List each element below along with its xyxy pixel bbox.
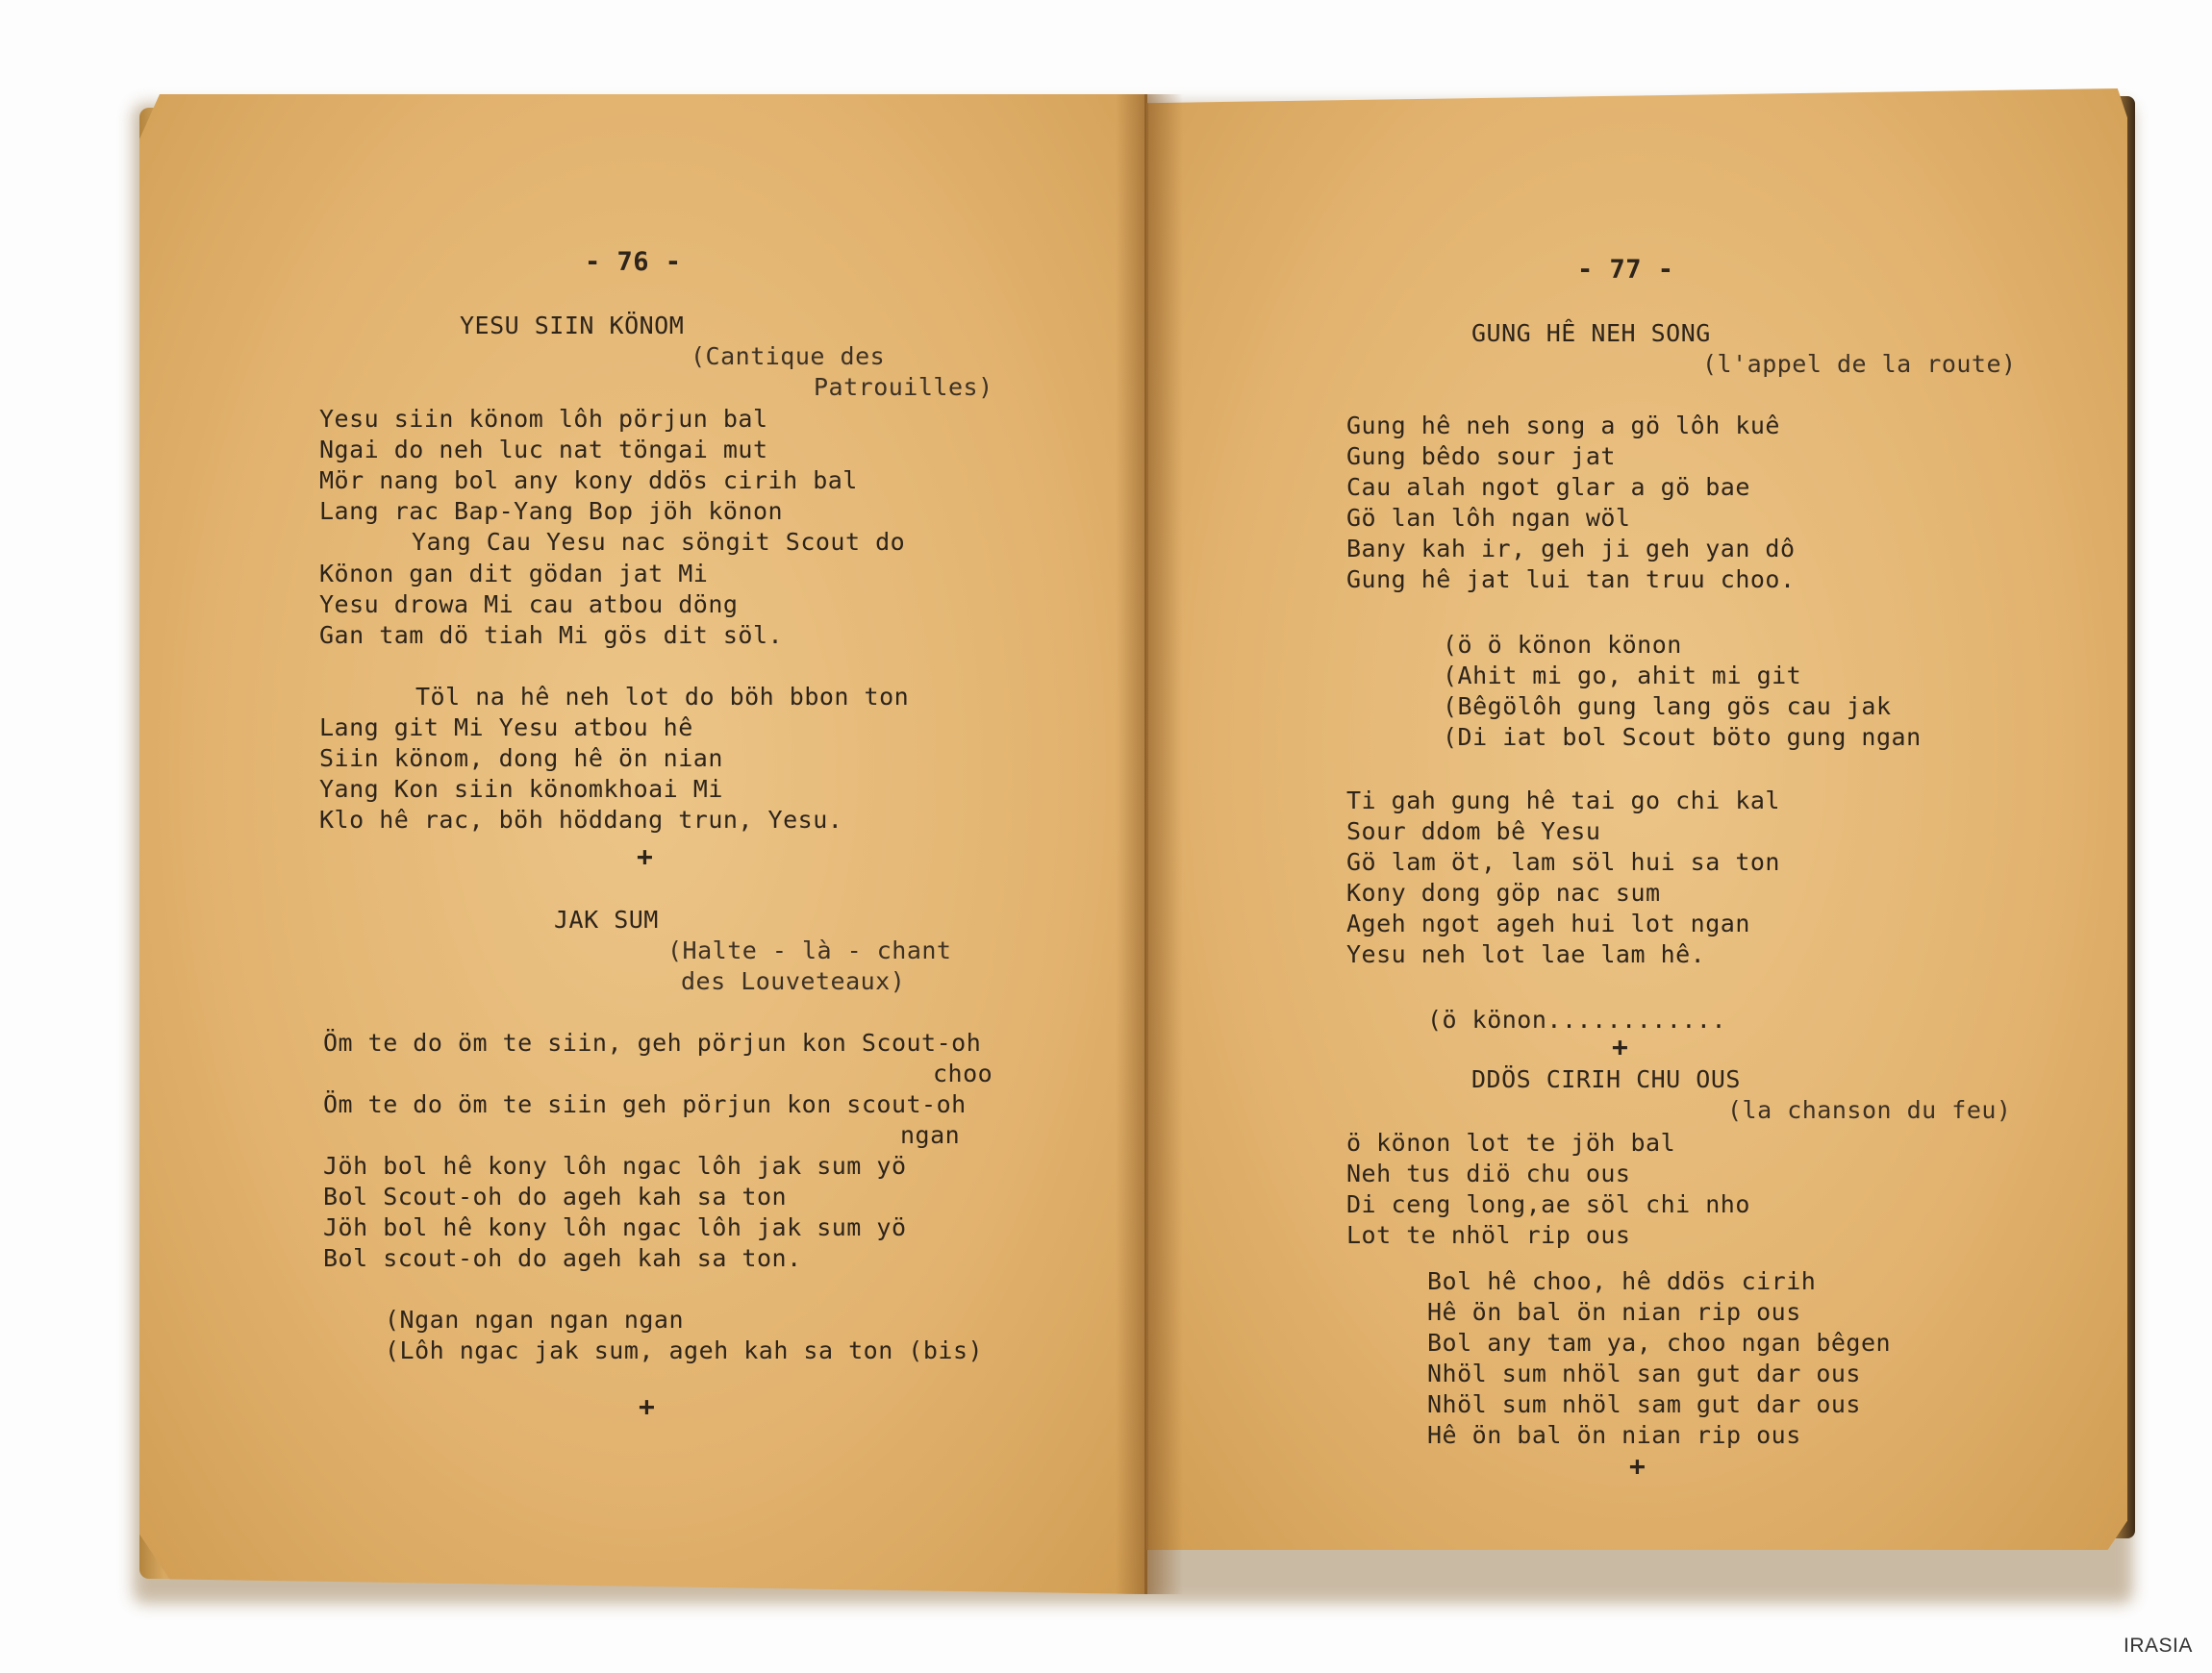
verse-line: Yang Cau Yesu nac söngit Scout do bbox=[412, 528, 906, 556]
verse-line: ö könon lot te jöh bal bbox=[1346, 1129, 1676, 1157]
verse-line: (Ahit mi go, ahit mi git bbox=[1443, 662, 1802, 689]
verse-line: Kony dong göp nac sum bbox=[1346, 879, 1661, 907]
verse-line: Hê ön bal ön nian rip ous bbox=[1427, 1298, 1801, 1326]
verse-line: Öm te do öm te siin, geh pörjun kon Scout-oh bbox=[323, 1029, 982, 1057]
verse-line: Nhöl sum nhöl san gut dar ous bbox=[1427, 1360, 1861, 1387]
song-title-jak-sum: JAK SUM bbox=[554, 906, 659, 934]
verse-line: Lot te nhöl rip ous bbox=[1346, 1221, 1631, 1249]
separator-plus: + bbox=[1629, 1450, 1646, 1482]
song-subtitle: (Halte - là - chant bbox=[667, 936, 952, 964]
song-subtitle: (Cantique des bbox=[691, 342, 886, 370]
page-number-77: - 77 - bbox=[1577, 255, 1674, 285]
verse-line: Lang git Mi Yesu atbou hê bbox=[319, 713, 693, 741]
song-subtitle: (la chanson du feu) bbox=[1727, 1096, 2012, 1124]
separator-plus: + bbox=[637, 840, 654, 872]
verse-line: Gung hê neh song a gö lôh kuê bbox=[1346, 412, 1780, 439]
watermark: IRASIA bbox=[2124, 1635, 2193, 1657]
verse-line: Ageh ngot ageh hui lot ngan bbox=[1346, 910, 1750, 937]
verse-line: Sour ddom bê Yesu bbox=[1346, 817, 1601, 845]
verse-line: Hê ön bal ön nian rip ous bbox=[1427, 1421, 1801, 1449]
verse-line: Bany kah ir, geh ji geh yan dô bbox=[1346, 535, 1796, 562]
verse-line: (Ngan ngan ngan ngan bbox=[385, 1306, 685, 1334]
verse-line: Jöh bol hê kony lôh ngac lôh jak sum yö bbox=[323, 1152, 907, 1180]
song-subtitle: Patrouilles) bbox=[814, 373, 993, 401]
verse-line: Töl na hê neh lot do böh bbon ton bbox=[415, 683, 910, 711]
song-subtitle: des Louveteaux) bbox=[681, 967, 906, 995]
verse-line: Gö lan lôh ngan wöl bbox=[1346, 504, 1631, 532]
verse-line: Könon gan dit gödan jat Mi bbox=[319, 560, 709, 587]
verse-line: Bol Scout-oh do ageh kah sa ton bbox=[323, 1183, 788, 1211]
verse-line: Yang Kon siin könomkhoai Mi bbox=[319, 775, 723, 803]
verse-line: Klo hê rac, böh höddang trun, Yesu. bbox=[319, 806, 843, 834]
separator-plus: + bbox=[639, 1390, 656, 1422]
verse-line: Mör nang bol any kony ddös cirih bal bbox=[319, 466, 858, 494]
verse-line: Bol scout-oh do ageh kah sa ton. bbox=[323, 1244, 802, 1272]
verse-line: Bol any tam ya, choo ngan bêgen bbox=[1427, 1329, 1892, 1357]
verse-line: Nhöl sum nhöl sam gut dar ous bbox=[1427, 1390, 1861, 1418]
verse-line: Gö lam öt, lam söl hui sa ton bbox=[1346, 848, 1780, 876]
verse-line: Siin könom, dong hê ön nian bbox=[319, 744, 723, 772]
verse-line: choo bbox=[933, 1060, 993, 1087]
verse-line: Bol hê choo, hê ddös cirih bbox=[1427, 1267, 1817, 1295]
song-subtitle: (l'appel de la route) bbox=[1702, 350, 2017, 378]
verse-line: Cau alah ngot glar a gö bae bbox=[1346, 473, 1750, 501]
page-number-76: - 76 - bbox=[585, 247, 682, 277]
song-title-yesu-siin-konom: YESU SIIN KÖNOM bbox=[460, 312, 685, 339]
verse-line: Neh tus diö chu ous bbox=[1346, 1160, 1631, 1187]
verse-line: Ti gah gung hê tai go chi kal bbox=[1346, 787, 1780, 814]
verse-line: (ö könon............ bbox=[1427, 1006, 1727, 1034]
verse-line: Gung bêdo sour jat bbox=[1346, 442, 1616, 470]
verse-line: (Bêgölôh gung lang gös cau jak bbox=[1443, 692, 1892, 720]
verse-line: Yesu neh lot lae lam hê. bbox=[1346, 940, 1706, 968]
verse-line: Di ceng long,ae söl chi nho bbox=[1346, 1190, 1750, 1218]
verse-line: Gan tam dö tiah Mi gös dit söl. bbox=[319, 621, 784, 649]
separator-plus: + bbox=[1612, 1031, 1629, 1062]
verse-line: Gung hê jat lui tan truu choo. bbox=[1346, 565, 1796, 593]
verse-line: (ö ö könon könon bbox=[1443, 631, 1682, 659]
verse-line: Lang rac Bap-Yang Bop jöh könon bbox=[319, 497, 784, 525]
verse-line: ngan bbox=[900, 1121, 961, 1149]
verse-line: Jöh bol hê kony lôh ngac lôh jak sum yö bbox=[323, 1213, 907, 1241]
verse-line: Yesu siin könom lôh pörjun bal bbox=[319, 405, 768, 433]
song-title-gung-he-neh-song: GUNG HÊ NEH SONG bbox=[1471, 319, 1711, 347]
verse-line: (Di iat bol Scout böto gung ngan bbox=[1443, 723, 1922, 751]
verse-line: Yesu drowa Mi cau atbou döng bbox=[319, 590, 739, 618]
verse-line: (Lôh ngac jak sum, ageh kah sa ton (bis) bbox=[385, 1336, 984, 1364]
verse-line: Ngai do neh luc nat töngai mut bbox=[319, 436, 768, 463]
verse-line: Öm te do öm te siin geh pörjun kon scout-oh bbox=[323, 1090, 967, 1118]
song-title-ddos-cirih-chu-ous: DDÖS CIRIH CHU OUS bbox=[1471, 1065, 1741, 1093]
